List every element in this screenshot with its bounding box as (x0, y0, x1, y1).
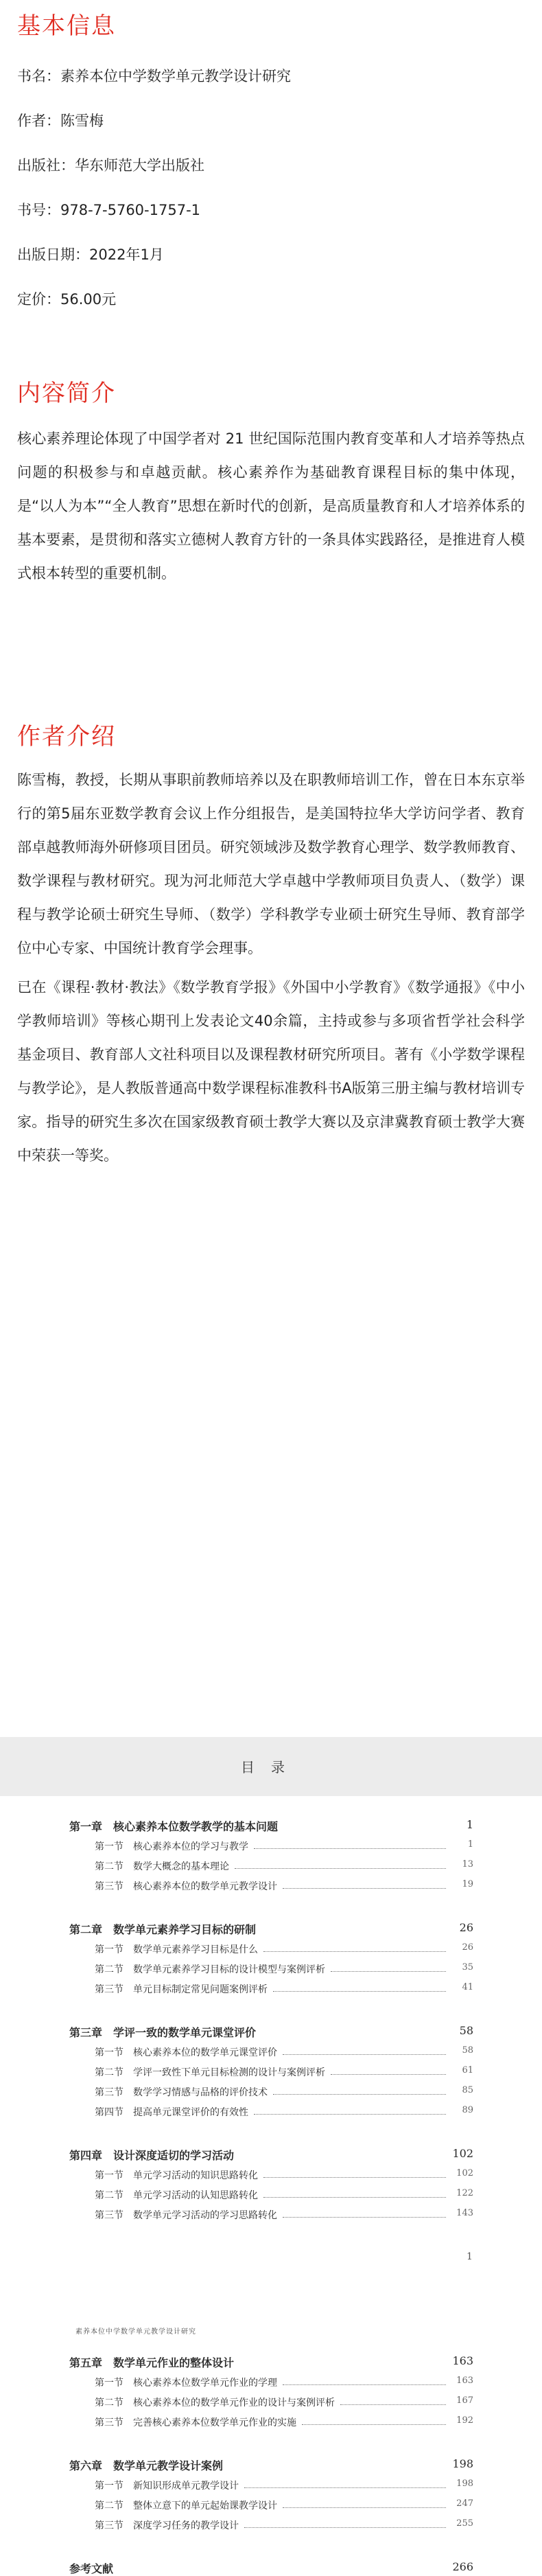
toc-leader-dots (273, 2094, 446, 2095)
author: 作者：陈雪梅 (17, 113, 104, 129)
isbn: 书号：978-7-5760-1757-1 (17, 202, 201, 218)
toc-chapter (0, 2457, 542, 2472)
toc-section-page: 122 (456, 2188, 473, 2198)
toc-section (0, 2395, 542, 2409)
toc-chapter-page: 26 (459, 1921, 473, 1934)
toc-chapter-title: 第二章 数学单元素养学习目标的研制 (69, 1923, 257, 1936)
toc-chapter-title: 第四章 设计深度适切的学习活动 (69, 2149, 235, 2162)
toc-leader-dots (254, 2114, 446, 2115)
toc-leader-dots (263, 2197, 446, 2198)
toc-section-page: 198 (456, 2479, 473, 2489)
toc-leader-dots (244, 2487, 446, 2488)
toc-leader-dots (235, 1868, 446, 1869)
toc-section-page: 61 (462, 2065, 473, 2075)
toc-chapter-title: 第六章 数学单元教学设计案例 (69, 2459, 224, 2472)
toc-section-page: 19 (462, 1879, 473, 1889)
toc-leader-dots (302, 2424, 446, 2425)
toc-section-title: 第二节 整体立意下的单元起始课教学设计 (95, 2500, 277, 2511)
toc-section-page: 35 (462, 1962, 473, 1973)
toc-chapter (0, 2354, 542, 2369)
intro-text: 核心素养理论体现了中国学者对 21 世纪国际范围内教育变革和人才培养等热点问题的积极参与和卓越贡献。核心素养作为基础教育课程目标的集中体现，是“以人为本”“全人教育”思想在新时代的创新，是高质量教育和人才培养体系的基本要素，是贯彻和落实立德树人教育方针的一条具体实践路径，是推进育人模式根本转型的重要机制。 (17, 430, 525, 582)
toc-chapter-page: 163 (452, 2354, 473, 2367)
toc-running-header: 素养本位中学数学单元教学设计研究 (75, 2328, 196, 2336)
toc-section-title: 第二节 数学大概念的基本理论 (95, 1861, 229, 1872)
toc-section (0, 1962, 542, 1976)
toc-section-page: 13 (462, 1859, 473, 1870)
toc-chapter-page: 102 (452, 2147, 473, 2160)
toc-section-title: 第三节 单元目标制定常见问题案例评析 (95, 1984, 268, 1995)
author-intro-para-2: 已在《课程·教材·教法》《数学教育学报》《外国中小学教育》《数学通报》《中小学教师培训》等核心期刊上发表论文40余篇，主持或参与多项省哲学社会科学基金项目、教育部人文社科项目以及课程教材研究所项目。著有《小学数学课程与教学论》，是人教版普通高中数学课程标准教科书A版第三册主编与教材培训专家。指导的研究生多次在国家级教育硕士教学大赛以及京津冀教育硕士教学大赛中荣获一等奖。 (17, 979, 525, 1164)
toc-chapter-page: 1 (466, 1818, 473, 1831)
basic-info-title: 基本信息 (17, 12, 116, 40)
toc-page-number: 1 (467, 2251, 473, 2262)
toc-leader-dots (263, 1951, 446, 1952)
toc-section-title: 第一节 新知识形成单元教学设计 (95, 2481, 239, 2492)
toc-section-title: 第一节 单元学习活动的知识思路转化 (95, 2170, 258, 2181)
toc-section (0, 2045, 542, 2059)
publish-date: 出版日期：2022年1月 (17, 246, 164, 263)
toc-section (0, 2188, 542, 2202)
toc-leader-dots (254, 1848, 446, 1849)
book-name: 书名：素养本位中学数学单元教学设计研究 (17, 68, 291, 84)
toc-section-title: 第一节 核心素养本位的数学单元课堂评价 (95, 2047, 277, 2058)
author-intro-title: 作者介绍 (17, 723, 116, 750)
toc-chapter-title: 第五章 数学单元作业的整体设计 (69, 2356, 235, 2369)
toc-leader-dots (340, 2404, 446, 2405)
toc-section-title: 第四节 提高单元课堂评价的有效性 (95, 2107, 248, 2118)
toc-chapter-title: 参考文献 (69, 2562, 114, 2575)
publisher: 出版社：华东师范大学出版社 (17, 157, 204, 174)
toc-section (0, 1982, 542, 1996)
toc-section-page: 192 (456, 2415, 473, 2426)
toc-section (0, 1839, 542, 1853)
toc-section-title: 第一节 核心素养本位的学习与教学 (95, 1841, 248, 1852)
toc-chapter-title: 第三章 学评一致的数学单元课堂评价 (69, 2026, 257, 2039)
toc-leader-dots (273, 1991, 446, 1992)
toc-section (0, 2208, 542, 2222)
toc-leader-dots (283, 2217, 446, 2218)
toc-heading: 目录 (241, 1759, 301, 1775)
toc-section-title: 第三节 数学学习情感与品格的评价技术 (95, 2087, 268, 2098)
toc-chapter (0, 1818, 542, 1833)
toc-section (0, 2085, 542, 2099)
toc-leader-dots (263, 2177, 446, 2178)
toc-section (0, 1879, 542, 1893)
toc-section-page: 143 (456, 2208, 473, 2218)
toc-section-title: 第三节 完善核心素养本位数学单元作业的实施 (95, 2417, 296, 2428)
toc-section-title: 第二节 单元学习活动的认知思路转化 (95, 2190, 258, 2201)
toc-section-page: 58 (462, 2045, 473, 2056)
toc-section-title: 第三节 深度学习任务的教学设计 (95, 2520, 239, 2531)
toc-section (0, 2168, 542, 2182)
toc-section-page: 41 (462, 1982, 473, 1992)
toc-leader-dots (331, 2074, 446, 2075)
toc-section-page: 1 (467, 1839, 473, 1850)
price: 定价：56.00元 (17, 291, 117, 308)
toc-section (0, 2498, 542, 2512)
toc-leader-dots (244, 2527, 446, 2528)
toc-section (0, 2415, 542, 2429)
toc-section-title: 第三节 核心素养本位的数学单元教学设计 (95, 1881, 277, 1892)
toc-section (0, 1942, 542, 1956)
toc-section (0, 1859, 542, 1873)
toc-section-title: 第二节 学评一致性下单元目标检测的设计与案例评析 (95, 2067, 325, 2078)
toc-section (0, 2376, 542, 2389)
toc-chapter-page: 58 (459, 2024, 473, 2037)
toc-chapter (0, 2560, 542, 2575)
toc-section-page: 255 (456, 2518, 473, 2529)
toc-section-title: 第二节 数学单元素养学习目标的设计模型与案例评析 (95, 1964, 325, 1975)
toc-chapter-page: 266 (452, 2560, 473, 2573)
toc-section-page: 26 (462, 1942, 473, 1953)
intro-title: 内容简介 (17, 380, 116, 407)
toc-leader-dots (331, 1971, 446, 1972)
toc-section-page: 247 (456, 2498, 473, 2509)
author-intro-para-1: 陈雪梅，教授，长期从事职前教师培养以及在职教师培训工作，曾在日本东京举行的第5届东亚数学教育会议上作分组报告，是美国特拉华大学访问学者、教育部卓越教师海外研修项目团员。研究领域涉及数学教育心理学、数学教师教育、数学课程与教材研究。现为河北师范大学卓越中学教师项目负责人、（数学）课程与教学论硕士研究生导师、（数学）学科教学专业硕士研究生导师、教育部学位中心专家、中国统计教育学会理事。 (17, 772, 525, 956)
toc-chapter-title: 第一章 核心素养本位数学教学的基本问题 (69, 1820, 279, 1833)
toc-chapter-page: 198 (452, 2457, 473, 2470)
toc-chapter (0, 2024, 542, 2039)
toc-section-page: 89 (462, 2105, 473, 2115)
toc-leader-dots (283, 1888, 446, 1889)
toc-section-title: 第一节 核心素养本位数学单元作业的学理 (95, 2378, 277, 2389)
toc-section-title: 第二节 核心素养本位的数学单元作业的设计与案例评析 (95, 2397, 335, 2408)
toc-section-page: 163 (456, 2376, 473, 2386)
toc-section-title: 第一节 数学单元素养学习目标是什么 (95, 1944, 258, 1955)
toc-section-title: 第三节 数学单元学习活动的学习思路转化 (95, 2210, 277, 2221)
toc-section (0, 2065, 542, 2079)
toc-section-page: 102 (456, 2168, 473, 2178)
toc-section-page: 85 (462, 2085, 473, 2095)
toc-leader-dots (283, 2054, 446, 2055)
toc-leader-dots (283, 2507, 446, 2508)
toc-section (0, 2105, 542, 2119)
toc-section (0, 2479, 542, 2492)
toc-section-page: 167 (456, 2395, 473, 2406)
toc-chapter (0, 2147, 542, 2162)
toc-section (0, 2518, 542, 2532)
toc-leader-dots (283, 2384, 446, 2385)
toc-chapter (0, 1921, 542, 1936)
